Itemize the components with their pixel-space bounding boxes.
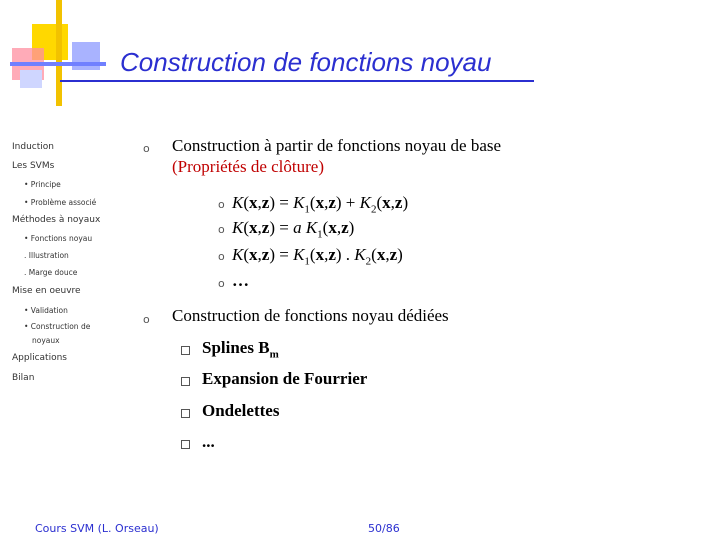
decorative-logo: [0, 0, 110, 110]
bullet-marker: o: [218, 277, 225, 290]
sidebar-subitem-probleme: • Problème associé: [24, 198, 97, 207]
checkbox-bullet-icon: [181, 440, 190, 449]
sidebar-subitem-illustration: . Illustration: [24, 251, 69, 260]
logo-horizontal-bar: [10, 62, 106, 66]
sidebar-subitem-construction: • Construction de: [24, 322, 91, 331]
footer-course: Cours SVM (L. Orseau): [35, 522, 159, 535]
formula-product: $K(x,z) = K_1(x,z)$ . $K_2(x,z)$: [232, 245, 403, 268]
sidebar-subitem-validation: • Validation: [24, 306, 68, 315]
checkbox-bullet-icon: [181, 377, 190, 386]
sidebar-item-mise-en-oeuvre: Mise en oeuvre: [12, 286, 81, 296]
bullet-marker: o: [218, 250, 225, 263]
dedicated-fourier: Expansion de Fourrier: [202, 369, 368, 388]
sidebar-item-induction: Induction: [12, 142, 54, 152]
title-underline: [60, 80, 534, 82]
sidebar-item-svms: Les SVMs: [12, 161, 55, 171]
bullet-marker: o: [218, 223, 225, 236]
section2-heading: Construction de fonctions noyau dédiées: [172, 306, 449, 325]
logo-vertical-bar: [56, 0, 62, 106]
sidebar-item-bilan: Bilan: [12, 373, 35, 383]
formula-ellipsis: …: [232, 271, 249, 290]
checkbox-bullet-icon: [181, 409, 190, 418]
bullet-marker: o: [143, 142, 150, 155]
sidebar-item-applications: Applications: [12, 353, 67, 363]
formula-sum: $K(x,z) = K_1(x,z) + K_2(x,z)$: [232, 193, 409, 216]
dedicated-ellipsis: ...: [202, 432, 215, 451]
sidebar-subitem-fonctions: • Fonctions noyau: [24, 234, 93, 243]
sidebar-item-methodes: Méthodes à noyaux: [12, 215, 101, 225]
logo-light-square: [20, 70, 42, 88]
sidebar-subitem-noyaux: noyaux: [32, 336, 60, 345]
bullet-marker: o: [218, 198, 225, 211]
section1-subheading: (Propriétés de clôture): [172, 157, 324, 176]
sidebar-subitem-marge: . Marge douce: [24, 268, 78, 277]
slide-title: Construction de fonctions noyau: [120, 47, 492, 77]
section1-heading: Construction à partir de fonctions noyau de base: [172, 136, 502, 155]
dedicated-ondelettes: Ondelettes: [202, 401, 280, 420]
bullet-marker: o: [143, 313, 150, 326]
sidebar-subitem-principe: • Principe: [24, 180, 61, 189]
formula-scale: K(x,z) = a $K_1(x,z)$: [232, 218, 355, 241]
dedicated-splines: Splines $B_m$: [202, 338, 279, 361]
footer-page-number: 50/86: [368, 522, 400, 535]
checkbox-bullet-icon: [181, 346, 190, 355]
